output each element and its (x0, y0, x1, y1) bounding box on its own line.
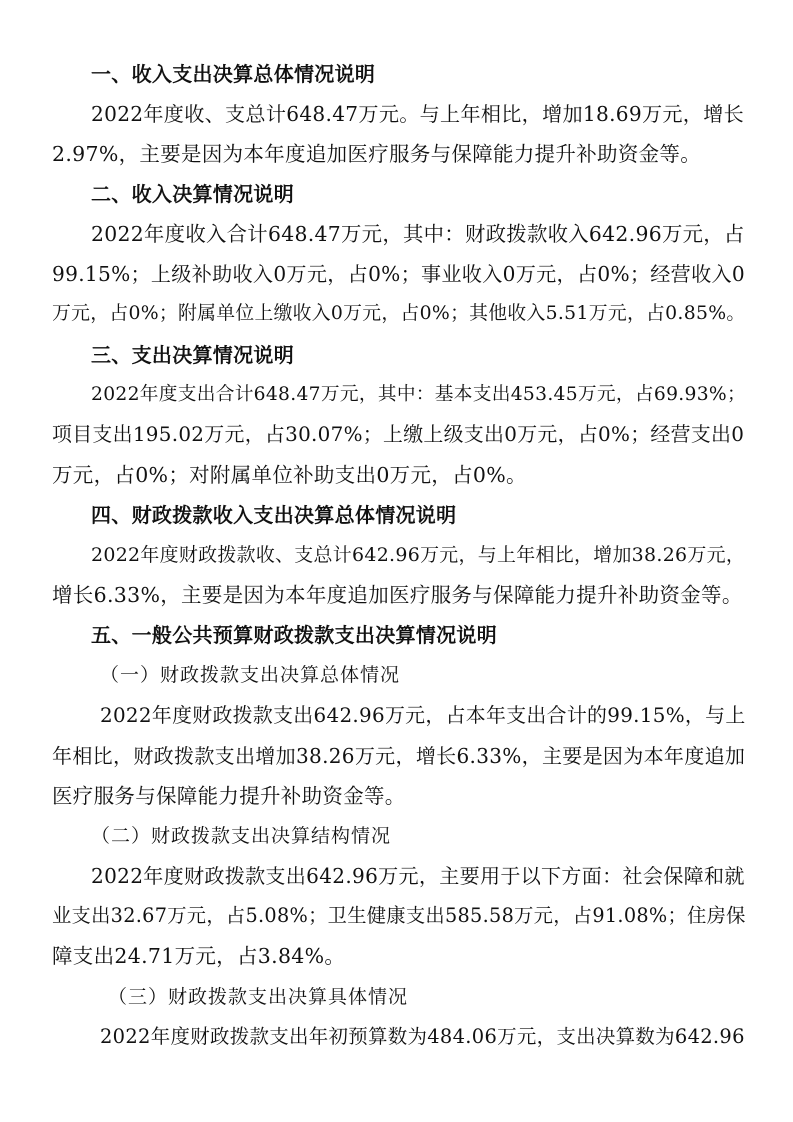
paragraph-line: 99.15%；上级补助收入0万元，占0%；事业收入0万元，占0%；经营收入0 (52, 262, 745, 286)
section-heading: 四、财政拨款收入支出决算总体情况说明 (91, 503, 457, 527)
section-heading: 一、收入支出决算总体情况说明 (91, 62, 376, 86)
section-heading: 五、一般公共预算财政拨款支出决算情况说明 (91, 623, 497, 647)
paragraph-line: 2.97%，主要是因为本年度追加医疗服务与保障能力提升补助资金等。 (52, 142, 702, 166)
paragraph-line: 2022年度收、支总计648.47万元。与上年相比，增加18.69万元，增长 (91, 102, 745, 126)
paragraph-line: 增长6.33%，主要是因为本年度追加医疗服务与保障能力提升补助资金等。 (52, 583, 743, 607)
paragraph-line: 2022年度财政拨款支出年初预算数为484.06万元，支出决算数为642.96 (100, 1025, 745, 1048)
paragraph-line: 年相比，财政拨款支出增加38.26万元，增长6.33%，主要是因为本年度追加 (52, 744, 746, 768)
paragraph-line: 2022年度财政拨款支出642.96万元，主要用于以下方面：社会保障和就 (91, 864, 745, 888)
paragraph-line: 万元，占0%；附属单位上缴收入0万元，占0%；其他收入5.51万元，占0.85%。 (52, 303, 746, 324)
paragraph-line: 医疗服务与保障能力提升补助资金等。 (52, 784, 406, 808)
paragraph-line: 2022年度财政拨款收、支总计642.96万元，与上年相比，增加38.26万元， (91, 544, 746, 566)
paragraph-line: 项目支出195.02万元，占30.07%；上缴上级支出0万元，占0%；经营支出0 (52, 423, 745, 446)
paragraph-line: 2022年度收入合计648.47万元，其中：财政拨款收入642.96万元，占 (91, 222, 745, 246)
paragraph-line: 障支出24.71万元，占3.84%。 (52, 944, 346, 968)
paragraph-line: 万元，占0%；对附属单位补助支出0万元，占0%。 (52, 463, 527, 487)
subsection-heading: （三）财政拨款支出决算具体情况 (108, 986, 409, 1008)
subsection-heading: （一）财政拨款支出决算总体情况 (100, 664, 401, 686)
section-heading: 三、支出决算情况说明 (91, 343, 294, 367)
paragraph-line: 2022年度财政拨款支出642.96万元，占本年支出合计的99.15%，与上 (100, 704, 746, 727)
section-heading: 二、收入决算情况说明 (91, 182, 294, 206)
paragraph-line: 2022年度支出合计648.47万元，其中：基本支出453.45万元，占69.93%； (91, 384, 746, 405)
subsection-heading: （二）财政拨款支出决算结构情况 (91, 825, 392, 847)
paragraph-line: 业支出32.67万元，占5.08%；卫生健康支出585.58万元，占91.08%；住房保 (52, 904, 746, 927)
